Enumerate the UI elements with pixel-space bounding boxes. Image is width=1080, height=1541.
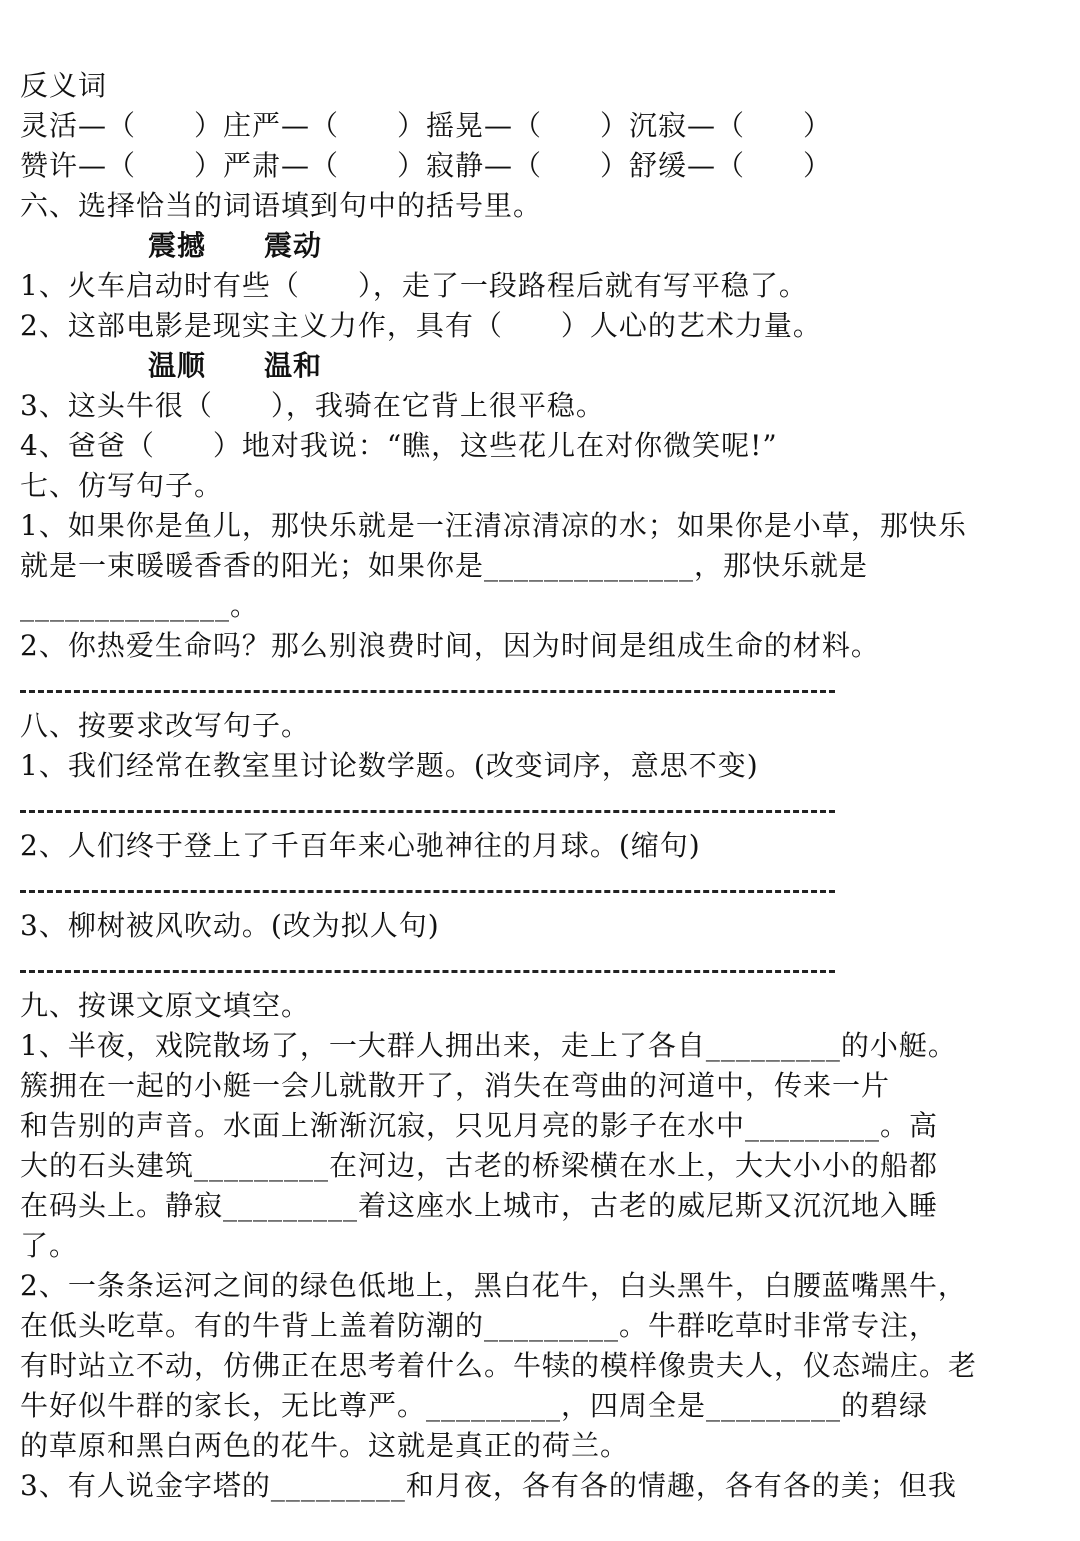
section-9-item-2-line-5: 的草原和黑白两色的花牛。这就是真正的荷兰。 [20,1429,630,1462]
section-6-heading: 六、选择恰当的词语填到句中的括号里。 [20,189,543,222]
section-7-item-1-line-1: 1、如果你是鱼儿，那快乐就是一汪清凉清凉的水；如果你是小草，那快乐 [20,509,967,542]
section-6-item-2: 2、这部电影是现实主义力作，具有（ ）人心的艺术力量。 [20,309,822,342]
answer-line [20,890,835,893]
section-7-heading: 七、仿写句子。 [20,469,224,502]
antonyms-row-2: 赞许—（ ）严肃—（ ）寂静—（ ）舒缓—（ ） [20,149,833,182]
section-6-item-4: 4、爸爸（ ）地对我说：“瞧，这些花儿在对你微笑呢!” [20,429,778,462]
section-9-item-3-line-1: 3、有人说金字塔的_________和月夜，各有各的情趣，各有各的美；但我 [20,1469,957,1502]
section-8-item-1: 1、我们经常在教室里讨论数学题。(改变词序，意思不变) [20,749,759,782]
antonyms-heading: 反义词 [20,69,108,102]
section-9-heading: 九、按课文原文填空。 [20,989,311,1022]
word-choices-2: 温顺 温和 [148,349,323,382]
answer-line [20,970,835,973]
answer-line [20,810,835,813]
section-7-item-1-line-2: 就是一束暖暖香香的阳光；如果你是______________，那快乐就是 [20,549,869,582]
section-9-item-1-line-2: 簇拥在一起的小艇一会儿就散开了，消失在弯曲的河道中，传来一片 [20,1069,891,1102]
section-9-item-1-line-1: 1、半夜，戏院散场了，一大群人拥出来，走上了各自_________的小艇。 [20,1029,957,1062]
section-9-item-2-line-1: 2、一条条运河之间的绿色低地上，黑白花牛，白头黑牛，白腰蓝嘴黑牛， [20,1269,967,1302]
word-choices-1: 震撼 震动 [148,229,323,262]
section-9-item-1-line-4: 大的石头建筑_________在河边，古老的桥梁横在水上，大大小小的船都 [20,1149,939,1182]
section-8-heading: 八、按要求改写句子。 [20,709,311,742]
section-9-item-2-line-2: 在低头吃草。有的牛背上盖着防潮的_________。牛群吃草时非常专注， [20,1309,939,1342]
section-6-item-3: 3、这头牛很（ ），我骑在它背上很平稳。 [20,389,605,422]
section-8-item-3: 3、柳树被风吹动。(改为拟人句) [20,909,440,942]
section-9-item-2-line-3: 有时站立不动，仿佛正在思考着什么。牛犊的模样像贵夫人，仪态端庄。老 [20,1349,978,1382]
section-9-item-1-line-5: 在码头上。静寂_________着这座水上城市，古老的威尼斯又沉沉地入睡 [20,1189,939,1222]
section-7-item-2: 2、你热爱生命吗？那么别浪费时间，因为时间是组成生命的材料。 [20,629,880,662]
answer-line [20,690,835,693]
section-9-item-1-line-3: 和告别的声音。水面上渐渐沉寂，只见月亮的影子在水中_________。高 [20,1109,939,1142]
section-9-item-2-line-4: 牛好似牛群的家长，无比尊严。_________，四周全是_________的碧绿 [20,1389,929,1422]
section-8-item-2: 2、人们终于登上了千百年来心驰神往的月球。(缩句) [20,829,701,862]
section-6-item-1: 1、火车启动时有些（ ），走了一段路程后就有写平稳了。 [20,269,808,302]
section-7-item-1-line-3: ______________。 [20,589,260,622]
antonyms-row-1: 灵活—（ ）庄严—（ ）摇晃—（ ）沉寂—（ ） [20,109,833,142]
section-9-item-1-line-6: 了。 [20,1229,79,1262]
